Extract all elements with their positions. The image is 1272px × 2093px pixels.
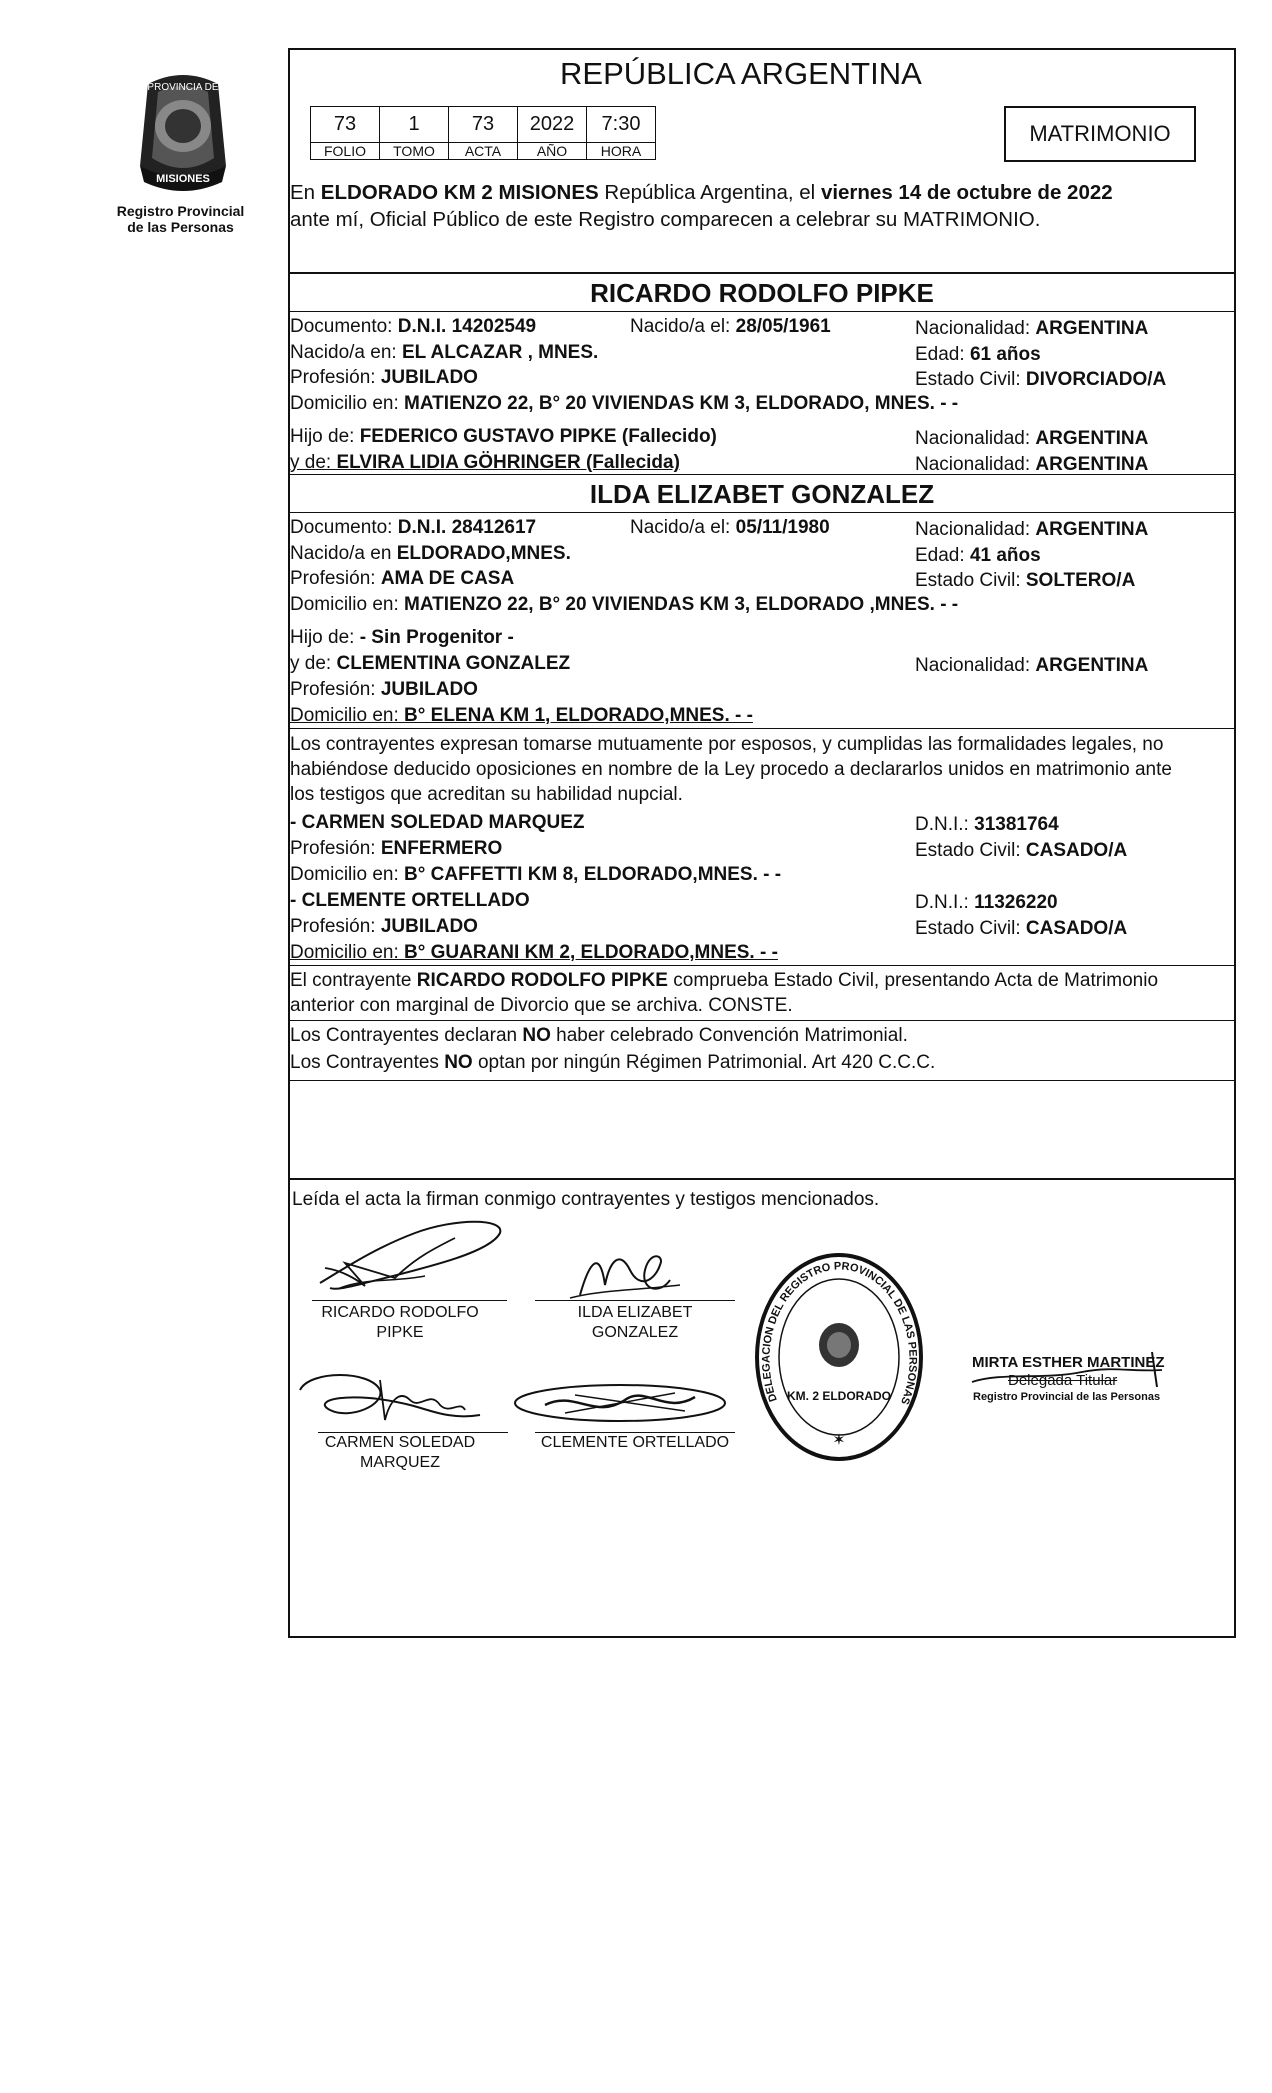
witness1-name: - CARMEN SOLEDAD MARQUEZ <box>290 812 585 833</box>
spouse1-father: Hijo de: FEDERICO GUSTAVO PIPKE (Fallecido) <box>290 426 717 447</box>
intro-line2: ante mí, Oficial Público de este Registro comparecen a celebrar su MATRIMONIO. <box>290 208 1041 231</box>
official-role: Delegada Titular <box>1008 1372 1118 1389</box>
witness1-dni: D.N.I.: 31381764 <box>915 814 1059 835</box>
svg-text:DELEGACION DEL REGISTRO PROVIN: DELEGACION DEL REGISTRO PROVINCIAL DE LAS PERSONAS <box>760 1260 919 1407</box>
registry-name-line2: de las Personas <box>127 219 234 235</box>
intro-place: ELDORADO KM 2 MISIONES <box>320 181 599 204</box>
spouse2-mother-profesion: Profesión: JUBILADO <box>290 679 478 700</box>
signature-caption-clemente: CLEMENTE ORTELLADO <box>540 1434 730 1451</box>
spouse1-mother-nacionalidad: Nacionalidad: ARGENTINA <box>915 454 1149 475</box>
official-stamp <box>752 1250 927 1465</box>
spouse1-nacido-el: Nacido/a el: 28/05/1961 <box>630 316 831 337</box>
tomo-label: TOMO <box>380 143 449 160</box>
svg-text:MISIONES: MISIONES <box>156 173 210 185</box>
spouse2-domicilio: Domicilio en: MATIENZO 22, B° 20 VIVIENDAS KM 3, ELDORADO ,MNES. - - <box>290 594 959 615</box>
divider <box>288 311 1236 312</box>
acta-label: ACTA <box>449 143 518 160</box>
witness2-profesion: Profesión: JUBILADO <box>290 916 478 937</box>
spouse2-mother: y de: CLEMENTINA GONZALEZ <box>290 653 571 674</box>
witness2-name: - CLEMENTE ORTELLADO <box>290 890 530 911</box>
spouse1-father-nacionalidad: Nacionalidad: ARGENTINA <box>915 428 1149 449</box>
witness2-domicilio: Domicilio en: B° GUARANI KM 2, ELDORADO,MNES. - - <box>290 942 778 963</box>
divider <box>288 474 1236 475</box>
svg-text:PROVINCIA DE: PROVINCIA DE <box>147 82 219 93</box>
registry-name-line1: Registro Provincial <box>116 203 245 219</box>
divider <box>288 1178 1236 1180</box>
spouse1-domicilio: Domicilio en: MATIENZO 22, B° 20 VIVIENDAS KM 3, ELDORADO, MNES. - - <box>290 393 959 414</box>
spouse1-nacionalidad: Nacionalidad: ARGENTINA <box>915 318 1149 339</box>
divider <box>288 272 1236 274</box>
spouse2-nacido-en: Nacido/a en ELDORADO,MNES. <box>290 543 571 564</box>
tomo-value: 1 <box>380 107 449 143</box>
declaration-line2: habiéndose deducido oposiciones en nombre de la Ley procedo a declararlos unidos en matrimonio ante <box>290 759 1172 780</box>
spouse1-nacido-en: Nacido/a en: EL ALCAZAR , MNES. <box>290 342 599 363</box>
witness1-domicilio: Domicilio en: B° CAFFETTI KM 8, ELDORADO,MNES. - - <box>290 864 782 885</box>
registry-name <box>108 203 253 235</box>
note-civil-status: El contrayente RICARDO RODOLFO PIPKE comprueba Estado Civil, presentando Acta de Matrimonio <box>290 970 1159 991</box>
witness1-estado-civil: Estado Civil: CASADO/A <box>915 840 1128 861</box>
intro-line1: En ELDORADO KM 2 MISIONES República Argentina, el viernes 14 de octubre de 2022 <box>290 181 1113 204</box>
note-convention: Los Contrayentes declaran NO haber celebrado Convención Matrimonial. <box>290 1025 908 1046</box>
signature-line <box>312 1300 507 1301</box>
record-numbers-table <box>310 106 656 160</box>
witness1-profesion: Profesión: ENFERMERO <box>290 838 503 859</box>
acta-value: 73 <box>449 107 518 143</box>
spouse2-mother-domicilio: Domicilio en: B° ELENA KM 1, ELDORADO,MNES. - - <box>290 705 753 726</box>
spouse1-edad: Edad: 61 años <box>915 344 1041 365</box>
hora-label: HORA <box>587 143 656 160</box>
divider <box>288 965 1236 966</box>
spouse2-nacido-el: Nacido/a el: 05/11/1980 <box>630 517 830 538</box>
spouse2-nacionalidad: Nacionalidad: ARGENTINA <box>915 519 1149 540</box>
anio-label: AÑO <box>518 143 587 160</box>
signature-ricardo <box>305 1208 515 1298</box>
act-type-box: MATRIMONIO <box>1004 106 1196 162</box>
signature-caption-carmen: CARMEN SOLEDAD MARQUEZ <box>324 1434 476 1471</box>
spouse2-name: ILDA ELIZABET GONZALEZ <box>589 479 935 509</box>
spouse2-mother-nacionalidad: Nacionalidad: ARGENTINA <box>915 655 1149 676</box>
spouse1-estado-civil: Estado Civil: DIVORCIADO/A <box>915 369 1167 390</box>
signature-caption-ilda: ILDA ELIZABET GONZALEZ <box>577 1304 693 1341</box>
official-org: Registro Provincial de las Personas <box>973 1391 1161 1403</box>
intro-date: viernes 14 de octubre de 2022 <box>820 181 1113 204</box>
spouse2-estado-civil: Estado Civil: SOLTERO/A <box>915 570 1136 591</box>
spouse2-documento: Documento: D.N.I. 28412617 <box>290 517 537 538</box>
spouse1-documento: Documento: D.N.I. 14202549 <box>290 316 537 337</box>
declaration-line3: los testigos que acreditan su habilidad nupcial. <box>290 784 683 805</box>
signature-caption-ricardo: RICARDO RODOLFO PIPKE <box>321 1304 479 1341</box>
note-regime: Los Contrayentes NO optan por ningún Régimen Patrimonial. Art 420 C.C.C. <box>290 1052 936 1073</box>
divider <box>288 728 1236 729</box>
signature-line <box>535 1300 735 1301</box>
anio-value: 2022 <box>518 107 587 143</box>
hora-value: 7:30 <box>587 107 656 143</box>
spouse2-edad: Edad: 41 años <box>915 545 1041 566</box>
divider <box>288 512 1236 513</box>
divider <box>288 1020 1236 1021</box>
spouse1-name: RICARDO RODOLFO PIPKE <box>590 278 934 308</box>
provincial-crest-logo <box>118 66 248 196</box>
signatures-intro: Leída el acta la firman conmigo contrayentes y testigos mencionados. <box>292 1189 880 1210</box>
spouse2-father: Hijo de: - Sin Progenitor - <box>290 627 514 648</box>
country-title: REPÚBLICA ARGENTINA <box>560 56 922 91</box>
folio-value: 73 <box>311 107 380 143</box>
svg-text:KM. 2 ELDORADO: KM. 2 ELDORADO <box>786 1389 892 1403</box>
declaration-line1: Los contrayentes expresan tomarse mutuamente por esposos, y cumplidas las formalidades legales, no <box>290 734 1164 755</box>
folio-label: FOLIO <box>311 143 380 160</box>
signature-carmen <box>290 1360 490 1440</box>
spouse1-mother: y de: ELVIRA LIDIA GÖHRINGER (Fallecida) <box>290 452 680 473</box>
note-civil-status-line2: anterior con marginal de Divorcio que se archiva. CONSTE. <box>290 995 793 1016</box>
official-name: MIRTA ESTHER MARTINEZ <box>972 1354 1165 1371</box>
spouse2-profesion: Profesión: AMA DE CASA <box>290 568 515 589</box>
witness2-estado-civil: Estado Civil: CASADO/A <box>915 918 1128 939</box>
divider <box>288 1080 1236 1081</box>
signature-clemente <box>505 1375 735 1435</box>
spouse1-profesion: Profesión: JUBILADO <box>290 367 478 388</box>
witness2-dni: D.N.I.: 11326220 <box>915 892 1058 913</box>
svg-text:✶: ✶ <box>832 1432 846 1449</box>
